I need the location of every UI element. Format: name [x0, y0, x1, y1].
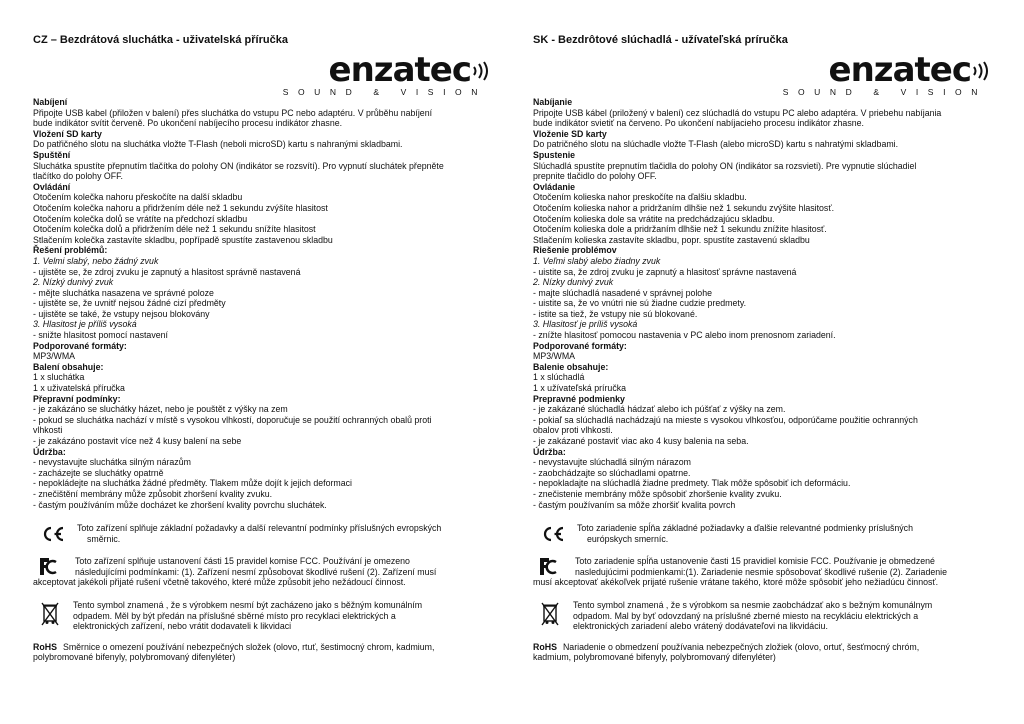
ce-mark-icon — [33, 523, 73, 545]
body-line: - ujistěte se také, že vstupy nejsou blokovány — [33, 308, 210, 319]
body-line: - častým používaním sa môže zhoršiť kvalita povrch — [533, 499, 736, 510]
section-heading: Podporované formáty: — [533, 340, 627, 351]
section-heading: Balení obsahuje: — [33, 361, 104, 372]
problem-title: 3. Hlasitosť je príliš vysoká — [533, 319, 638, 330]
body-line: tlačítko do polohy OFF. — [33, 171, 123, 182]
body-line: - nevystavujte sluchátka silným nárazům — [33, 457, 191, 468]
cz-fcc-text: Toto zařízení splňuje ustanovení části 15 pravidel komise FCC. Používání je omezeno následujícími podmínkami: (1). Zařízení nesmí způsobovat škodlivé rušení (2). Zařízení musí akceptovat jakékoli přijaté rušení včetně takového, které může způsobit jeho nežádoucí činnost. — [33, 556, 437, 588]
body-line: Otočením kolečka dolů se vrátíte na předchozí skladbu — [33, 213, 248, 224]
weee-bin-icon — [33, 600, 67, 628]
body-line: - pokiaľ sa slúchadlá nachádzajú na mieste s vysokou vlhkosťou, odporúčame použitie ochranných — [533, 414, 918, 425]
sk-ce-notice — [533, 523, 989, 545]
body-line: - snižte hlasitost pomocí nastavení — [33, 330, 168, 341]
sound-waves-icon — [971, 61, 989, 81]
section-heading: Vložení SD karty — [33, 128, 102, 139]
section-heading: Spuštění — [33, 149, 71, 160]
sk-title: SK - Bezdrôtové slúchadlá - užívateľská príručka — [533, 34, 788, 46]
body-line: Otočením kolečka dolů a přidržením déle než 1 sekundu snížíte hlasitost — [33, 224, 316, 235]
cz-fcc-notice — [33, 556, 489, 588]
body-line: - pokud se sluchátka nachází v místě s vysokou vlhkostí, doporučuje se použití ochranných obalů proti — [33, 414, 432, 425]
logo-wordmark: enzatec — [328, 50, 471, 90]
body-line: Do patričného slotu na slúchadle vložte T-Flash (alebo microSD) kartu s nahratými skladbami. — [533, 139, 899, 150]
body-line: 1 x užívateľská príručka — [533, 383, 627, 394]
cz-manual-body — [33, 97, 489, 510]
body-line: Otočením kolieska nahor a pridržaním dlhšie než 1 sekundu zvýšite hlasitosť. — [533, 202, 835, 213]
section-heading: Nabíjanie — [533, 97, 573, 107]
problem-title: 1. Veľmi slabý alebo žiadny zvuk — [533, 255, 661, 266]
sk-weee-notice — [533, 600, 989, 632]
body-line: - istite sa tiež, že vstupy nie sú blokované. — [533, 308, 698, 319]
sk-ce-text: Toto zariadenie spĺňa základné požiadavky a ďalšie relevantné podmienky príslušných európskych smerníc. — [577, 523, 913, 544]
cz-ce-notice — [33, 523, 489, 545]
body-line: Stlačením kolieska zastavíte skladbu, popr. spustíte zastavenú skladbu — [533, 234, 810, 245]
problem-title: 1. Velmi slabý, nebo žádný zvuk — [33, 255, 159, 266]
sk-fcc-notice — [533, 556, 989, 588]
body-line: Otočením kolieska dole a pridržaním dlhšie než 1 sekundu znížite hlasitosť. — [533, 224, 827, 235]
body-line: Otočením kolečka nahoru přeskočíte na další skladbu — [33, 192, 243, 203]
ce-mark-icon — [533, 523, 573, 545]
section-heading: Řešení problémů: — [33, 245, 108, 256]
sound-waves-icon — [471, 61, 489, 81]
body-line: - nepokladajte na slúchadlá žiadne predmety. Tlak môže spôsobiť ich deformáciu. — [533, 478, 851, 489]
body-line: - uistite sa, že zdroj zvuku je zapnutý a hlasitosť správne nastavená — [533, 266, 797, 277]
body-line: Sluchátka spustíte přepnutím tlačítka do polohy ON (indikátor se rozsvítí). Pro vypnutí sluchátek přepněte — [33, 160, 444, 171]
logo-wordmark: enzatec — [828, 50, 971, 90]
body-line: - ujistěte se, že uvnitř nejsou žádné cizí předměty — [33, 298, 226, 309]
section-heading: Spustenie — [533, 149, 576, 160]
fcc-logo-icon — [37, 556, 59, 581]
body-line: - častým používáním může docházet ke zhoršení kvality povrchu sluchátek. — [33, 499, 327, 510]
problem-title: 2. Nízký dunivý zvuk — [33, 277, 114, 288]
cz-ce-text: Toto zařízení splňuje základní požadavky a další relevantní podmínky příslušných evropských směrnic. — [77, 523, 442, 544]
body-line: 1 x sluchátka — [33, 372, 85, 383]
cz-weee-text: Tento symbol znamená , že s výrobkem nesmí být zacházeno jako s běžným komunálním odpadem. Měl by být předán na příslušné sběrné místo pro recyklaci elektrických a elektronických zařízení, nebo vrátit dodavateli k likvidaci — [73, 599, 423, 632]
body-line: MP3/WMA — [33, 351, 76, 362]
problem-title: 2. Nízky dunivý zvuk — [533, 277, 614, 288]
body-line: - znečištění membrány může způsobit zhoršení kvality zvuku. — [33, 488, 273, 499]
body-line: MP3/WMA — [533, 351, 576, 362]
body-line: Do patřičného slotu na sluchátka vložte T-Flash (neboli microSD) kartu s nahranými skladbami. — [33, 139, 403, 150]
section-heading: Podporované formáty: — [33, 340, 127, 351]
body-line: - je zakázané slúchadlá hádzať alebo ich púšťať z výšky na zem. — [533, 404, 786, 415]
cz-weee-notice — [33, 600, 489, 632]
body-line: vlhkosti — [33, 425, 63, 436]
section-heading: Vloženie SD karty — [533, 128, 607, 139]
body-line: Slúchadlá spustíte prepnutím tlačidla do polohy ON (indikátor sa rozsvieti). Pre vypnutie slúchadiel — [533, 160, 917, 171]
sk-rohs-text: RoHS Nariadenie o obmedzení používania nebezpečných zložiek (olovo, ortuť, šesťmocný chróm, kadmium, polybromované bifenyly, polybromovaný difenyléter) — [533, 641, 920, 663]
sk-column — [533, 34, 989, 663]
sk-logo — [533, 51, 989, 97]
body-line: - nevystavujte slúchadlá silným nárazom — [533, 457, 691, 468]
body-line: - zacházejte se sluchátky opatrně — [33, 467, 164, 478]
sk-fcc-text: Toto zariadenie spĺňa ustanovenie časti 15 pravidiel komisie FCC. Používanie je obmedzené nasledujúcimi podmienkami:(1). Zariadenie nesmie spôsobovať škodlivé rušenie (2). Zariadenie musí akceptovať akékoľvek prijaté rušenie vrátane takého, ktoré môže spôsobiť jeho nežiadúcu činnosť. — [533, 556, 947, 588]
section-heading: Ovládání — [33, 181, 71, 192]
body-line: Otočením kolieska dole sa vrátite na predchádzajúcu skladbu. — [533, 213, 775, 224]
body-line: - nepokládejte na sluchátka žádné předměty. Tlakem může dojít k jejich deformaci — [33, 478, 352, 489]
rohs-label: RoHS — [533, 641, 557, 652]
weee-bin-icon — [533, 600, 567, 628]
body-line: Připojte USB kabel (přiložen v balení) přes sluchátka do vstupu PC nebo adaptéru. V průběhu nabíjení — [33, 107, 433, 118]
body-line: - ujistěte se, že zdroj zvuku je zapnutý a hlasitost správně nastavená — [33, 266, 301, 277]
cz-rohs-text: RoHS Směrnice o omezení používání nebezpečných složek (olovo, rtuť, šestimocný chrom, kadmium, polybromované bifenyly, polybromovaný difenyléter) — [33, 641, 435, 663]
section-heading: Nabíjení — [33, 97, 68, 107]
body-line: - znížte hlasitosť pomocou nastavenia v PC alebo inom prenosnom zariadení. — [533, 330, 836, 341]
problem-title: 3. Hlasitost je příliš vysoká — [33, 319, 137, 330]
sk-manual-body — [533, 97, 989, 510]
body-line: - znečistenie membrány môže spôsobiť zhoršenie kvality zvuku. — [533, 488, 782, 499]
section-heading: Riešenie problémov — [533, 245, 617, 256]
cz-logo — [33, 51, 489, 97]
logo-tagline: SOUND & VISION — [282, 87, 487, 97]
body-line: 1 x uživatelská příručka — [33, 383, 125, 394]
section-heading: Prepravné podmienky — [533, 393, 625, 404]
body-line: - je zakázané postaviť viac ako 4 kusy balenia na seba. — [533, 436, 749, 446]
logo-tagline: SOUND & VISION — [782, 87, 987, 97]
section-heading: Přepravní podmínky: — [33, 393, 121, 404]
body-line: obalov proti vlhkosti. — [533, 425, 613, 436]
section-heading: Údržba: — [533, 446, 566, 457]
body-line: Pripojte USB kábel (priložený v balení) cez slúchadlá do vstupu PC alebo adaptéra. V priebehu nabíjania — [533, 107, 942, 118]
body-line: prepnite tlačidlo do polohy OFF. — [533, 171, 657, 182]
body-line: - majte slúchadlá nasadené v správnej polohe — [533, 287, 712, 298]
body-line: Stlačením kolečka zastavíte skladbu, popřípadě spustíte zastavenou skladbu — [33, 234, 333, 245]
body-line: - zaobchádzajte so slúchadlami opatrne. — [533, 467, 691, 478]
body-line: Otočením kolieska nahor preskočíte na ďalšiu skladbu. — [533, 192, 747, 203]
body-line: - je zakázáno postavit více než 4 kusy balení na sebe — [33, 436, 242, 446]
fcc-logo-icon — [537, 556, 559, 581]
section-heading: Ovládanie — [533, 181, 576, 192]
body-line: - mějte sluchátka nasazena ve správné poloze — [33, 287, 214, 298]
body-line: bude indikátor svítit červeně. Po ukončení nabíjecího procesu indikátor zhasne. — [33, 118, 343, 129]
body-line: - je zakázáno se sluchátky házet, nebo je pouštět z výšky na zem — [33, 404, 288, 415]
body-line: bude indikátor svietiť na červeno. Po ukončení nabíjacieho procesu indikátor zhasne. — [533, 118, 864, 129]
section-heading: Údržba: — [33, 446, 66, 457]
body-line: - uistite sa, že vo vnútri nie sú žiadne cudzie predmety. — [533, 298, 747, 309]
rohs-label: RoHS — [33, 641, 57, 652]
sk-weee-text: Tento symbol znamená , že s výrobkom sa nesmie zaobchádzať ako s bežným komunálnym odpadom. Mal by byť odovzdaný na príslušné zberné miesto na recykláciu elektrických a elektronických zariadení alebo vrátený dodávateľovi na likvidáciu. — [573, 599, 933, 632]
body-line: 1 x slúchadlá — [533, 372, 585, 383]
cz-rohs-notice — [33, 642, 489, 663]
cz-column — [33, 34, 489, 663]
cz-title: CZ – Bezdrátová sluchátka - uživatelská příručka — [33, 34, 288, 46]
sk-rohs-notice — [533, 642, 989, 663]
section-heading: Balenie obsahuje: — [533, 361, 609, 372]
body-line: Otočením kolečka nahoru a přidržením déle než 1 sekundu zvýšíte hlasitost — [33, 202, 328, 213]
